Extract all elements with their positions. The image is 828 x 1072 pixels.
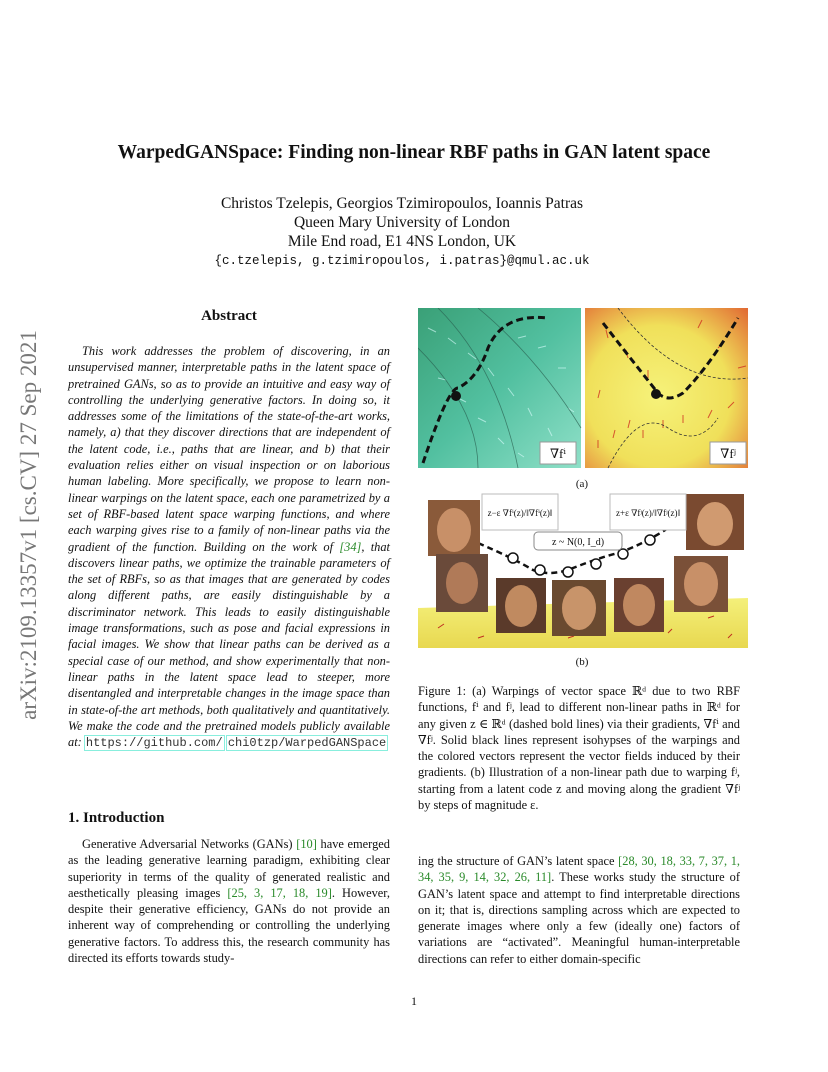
subcaption-a: (a)	[575, 478, 589, 490]
warping-panel-right	[585, 308, 748, 468]
section-heading: 1. Introduction	[68, 810, 165, 826]
email: {c.tzelepis, g.tzimiropoulos, i.patras}@qmul.ac.uk	[214, 254, 590, 268]
citation-link[interactable]: [28, 30, 18, 33, 7, 37, 1, 34, 35, 9, 14, 32, 26, 11]	[418, 854, 740, 885]
equation-mid: z ~ N(0, I_d)	[551, 537, 605, 548]
intro-part-3: . However, despite their generative efficiency, GANs do not provide an inherent way of comprehending or controlling the underlying generative factors. To address this, the research community has directed its efforts towards study-	[68, 885, 391, 966]
figure-caption: Figure 1: (a) Warpings of vector space ℝᵈ due to two RBF functions, fⁱ and fʲ, lead to different non-linear paths in ℝᵈ for any given z ∈ ℝᵈ (dashed bold lines) via their gradients, ∇fⁱ and ∇fʲ. Solid black lines represent isohypses of the warpings and the colored vectors represent the vector fields induced by their gradients. (b) Illustration of a non-linear path due to warping fʲ, starting from a latent code z and moving along the gradient ∇fʲ by steps of magnitude ε.	[418, 684, 740, 813]
page-number: 1	[411, 994, 417, 1008]
address: Mile End road, E1 4NS London, UK	[287, 233, 517, 250]
author-block	[0, 194, 804, 271]
affiliation: Queen Mary University of London	[293, 214, 511, 231]
abstract-part-2: , that discovers linear paths, we optimize the trainable parameters of the set of RBFs, so as that images that are generated by codes along different paths, are easily distinguishable by a discriminator network. This leads to easily distinguishable image transformations, such as pose and facial expressions in facial images. We show that linear paths can be derived as a special case of our method, and show experimentally that non-linear paths in the latent space lead to steeper, more disentangled and interpretable changes in the image space than in state-of-the art methods, both qualitatively and quantitatively. We make the code and the pretrained models publicly available at:	[68, 539, 390, 750]
subcaption-b: (b)	[575, 656, 589, 668]
citation-link[interactable]: [10]	[296, 837, 317, 851]
path-illustration	[418, 494, 748, 648]
intro-part-1: Generative Adversarial Networks (GANs)	[82, 837, 293, 851]
code-link[interactable]: https://github.com/	[85, 736, 223, 751]
citation-link[interactable]: [25, 3, 17, 18, 19]	[227, 885, 332, 900]
right-part-1: ing the structure of GAN’s latent space	[418, 854, 615, 868]
authors: Christos Tzelepis, Georgios Tzimiropoulos, Ioannis Patras	[220, 195, 584, 212]
intro-text	[68, 836, 390, 966]
equation-right: z+ε ∇fʲ(z)/‖∇fʲ(z)‖	[616, 508, 680, 518]
code-link-2[interactable]: chi0tzp/WarpedGANSpace	[227, 736, 387, 751]
figure-1	[418, 308, 748, 673]
right-column-text	[418, 853, 740, 967]
paper-title: WarpedGANSpace: Finding non-linear RBF paths in GAN latent space	[117, 142, 711, 163]
right-part-2: . These works study the structure of GAN’s latent space and attempt to find interpretable directions on it; that is, directions sampling across which are expected to generate images where only a few (ideally one) factors of variations are “activated”. Meaningful human-interpretable directions can refer to either domain-specific	[418, 870, 740, 966]
citation-link[interactable]: [34]	[339, 539, 362, 554]
warping-panel-left	[418, 308, 581, 468]
intro-part-2: have emerged as the leading generative learning paradigm, exhibiting clear superiority in terms of the quality of generated realistic and aesthetically pleasing images	[68, 837, 390, 900]
abstract-heading: Abstract	[201, 308, 257, 324]
equation-left: z−ε ∇fⁱ(z)/‖∇fⁱ(z)‖	[487, 508, 553, 518]
abstract-text	[68, 343, 390, 751]
abstract-part-1: This work addresses the problem of discovering, in an unsupervised manner, interpretable paths in the latent space of pretrained GANs, so as to provide an intuitive and easy way of controlling the underlying generative factors. In doing so, it addresses some of the limitations of the state-of-the-art works, namely, a) that they discover directions that are independent of the latent code, i.e., paths that are linear, and b) that their evaluation relies either on visual inspection or on laborious human labeling. More specifically, we propose to learn non-linear warpings on the latent space, each one parametrized by a set of RBF-based latent space warping functions, and where each warping gives rise to a family of non-linear paths via the gradient of the function. Building on the work of	[68, 344, 390, 554]
arxiv-side-label: arXiv:2109.13357v1 [cs.CV] 27 Sep 2021	[16, 330, 41, 720]
grad-label-right: ∇fʲ	[720, 446, 736, 461]
grad-label-left: ∇fⁱ	[549, 446, 567, 461]
